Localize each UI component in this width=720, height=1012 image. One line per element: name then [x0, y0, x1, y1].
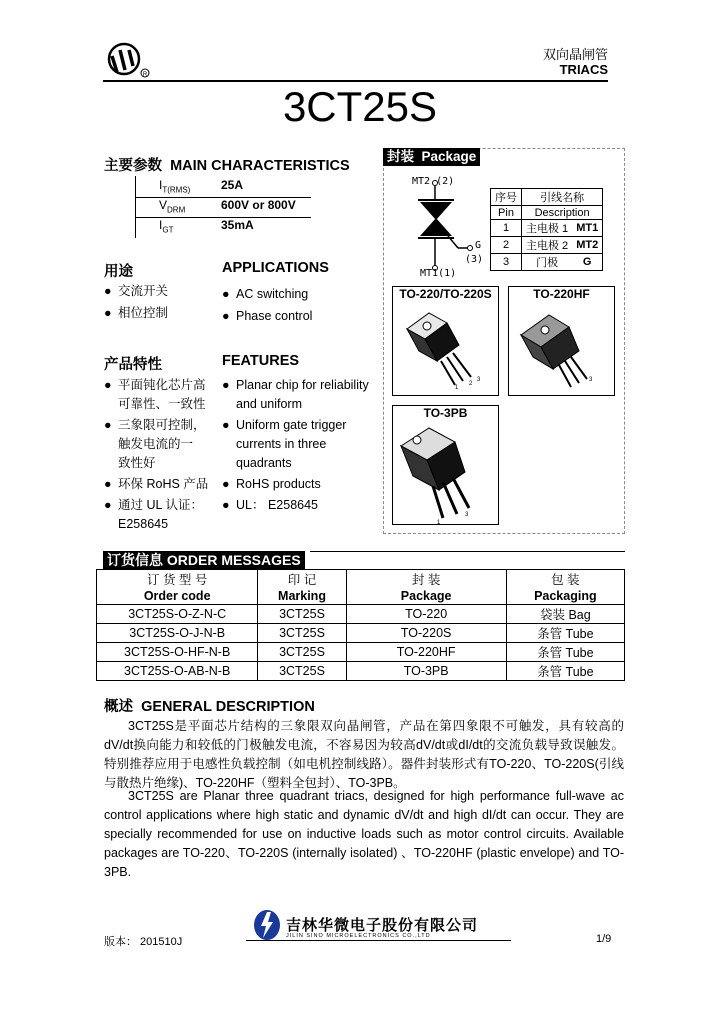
company-emblem — [252, 908, 282, 942]
applications-heading-cn: 用途 — [104, 264, 133, 280]
applications-list-en: ● AC switching ● Phase control — [222, 287, 313, 323]
pin-description-table — [490, 188, 603, 271]
table-row: 订 货 型 号 印 记 封 装 包 装 — [97, 570, 625, 589]
pin-mark: 3 — [589, 377, 593, 383]
features-list-cn: ● 平面钝化芯片高 可靠性、一致性 ● 三象限可控制， 触发电流的一 致性好 ● 环保 RoHS 产品 ● 通过 UL 认证： E258645 — [104, 378, 209, 531]
pin-mark: 2 — [469, 381, 473, 387]
applications-list-cn: ● 交流开关 ● 相位控制 — [104, 284, 169, 320]
to220hf-drawing — [509, 301, 614, 391]
order-table — [96, 569, 625, 681]
package-label: TO-3PB — [423, 406, 468, 420]
footer-rule — [246, 940, 511, 941]
order-rule — [310, 551, 625, 552]
table-row: 3CT25S-O-Z-N-C 3CT25S TO-220 袋装 Bag — [97, 605, 625, 624]
category-cn: 双向晶闸管 — [542, 47, 608, 62]
param-row: $I_{T(RMS)}$ 25A — [135, 178, 311, 198]
package-card-to3pb — [392, 405, 499, 525]
package-card-to220 — [392, 286, 499, 396]
to220-drawing — [393, 301, 498, 391]
table-row: 序号 引线名称 — [491, 189, 603, 206]
package-label: TO-220HF — [533, 287, 590, 301]
main-params-table — [135, 178, 311, 237]
applications-heading-en: APPLICATIONS — [222, 260, 329, 276]
page-title: 3CT25S — [282, 83, 438, 130]
mt1-label: MT1(1) — [420, 268, 457, 279]
package-label: TO-220/TO-220S — [399, 287, 492, 301]
mt2-label: MT2 (2) — [412, 176, 455, 187]
pin-mark: 1 — [455, 385, 459, 391]
general-description-heading: 概述 GENERAL DESCRIPTION — [104, 699, 315, 715]
main-characteristics-heading: 主要参数 MAIN CHARACTERISTICS — [104, 158, 350, 174]
company-logo — [103, 42, 153, 80]
header-rule — [103, 80, 608, 82]
order-heading: 订货信息 ORDER MESSAGES — [103, 551, 305, 569]
description-cn: 3CT25S是平面芯片结构的三象限双向晶闸管，产品在第四象限不可触发，具有较高的dV/dt换向能力和较低的门极触发电流，不容易因为较高dV/dt或dI/dt的交流负载导致误触发。特别推荐应用于电感性负载控制（如电机控制线路）。器件封装形式有TO-220、TO-220S(引线与散热片绝缘)、TO-220HF（塑料全包封）、TO-3PB。 — [104, 719, 624, 790]
table-row: Pin Description — [491, 206, 603, 220]
table-row: 3CT25S-O-HF-N-B 3CT25S TO-220HF 条管 Tube — [97, 643, 625, 662]
table-row: 2 主电极 2 MT2 — [491, 237, 603, 254]
svg-text:R: R — [142, 72, 148, 78]
category-en: TRIACS — [559, 62, 608, 77]
pin-mark: 3 — [465, 512, 469, 518]
g-num-label: (3) — [465, 254, 484, 265]
pin-mark: 1 — [437, 520, 441, 524]
description-en: 3CT25S are Planar three quadrant triacs, designed for high performance full-wave ac control applications where high static and dynamic dV/dt and high dI/dt can occur. They are specially recommended for use on inductive loads such as motor control circuits. Available packages are TO-220、TO-220S (internally isolated) 、TO-220HF (plastic envelope) and TO-3PB. — [104, 789, 624, 879]
version-label: 版本： 201510J — [104, 936, 183, 948]
features-list-en: ● Planar chip for reliability and uniform ● Uniform gate trigger currents in three quadrants ● RoHS products ● UL： E258645 — [222, 378, 369, 512]
table-row: 3 门极 G — [491, 254, 603, 271]
table-row: Order code Marking Package Packaging — [97, 588, 625, 605]
pin-mark: 3 — [477, 377, 481, 383]
page-number: 1/9 — [596, 933, 612, 945]
company-name-cn: 吉林华微电子股份有限公司 — [286, 917, 479, 934]
company-name-en: JILIN SINO MICROELECTRONICS CO.,LTD — [286, 933, 431, 939]
g-label: G — [475, 240, 482, 251]
param-row: $V_{DRM}$ 600V or 800V — [135, 198, 311, 218]
table-row: 3CT25S-O-AB-N-B 3CT25S TO-3PB 条管 Tube — [97, 662, 625, 681]
features-heading-cn: 产品特性 — [104, 357, 162, 373]
table-row: 1 主电极 1 MT1 — [491, 220, 603, 237]
table-row: 3CT25S-O-J-N-B 3CT25S TO-220S 条管 Tube — [97, 624, 625, 643]
param-row: $I_{GT}$ 35mA — [159, 218, 254, 235]
to3pb-drawing — [393, 420, 498, 524]
features-heading-en: FEATURES — [222, 353, 300, 369]
package-card-to220hf — [508, 286, 615, 396]
package-heading: 封装 Package — [383, 148, 480, 166]
